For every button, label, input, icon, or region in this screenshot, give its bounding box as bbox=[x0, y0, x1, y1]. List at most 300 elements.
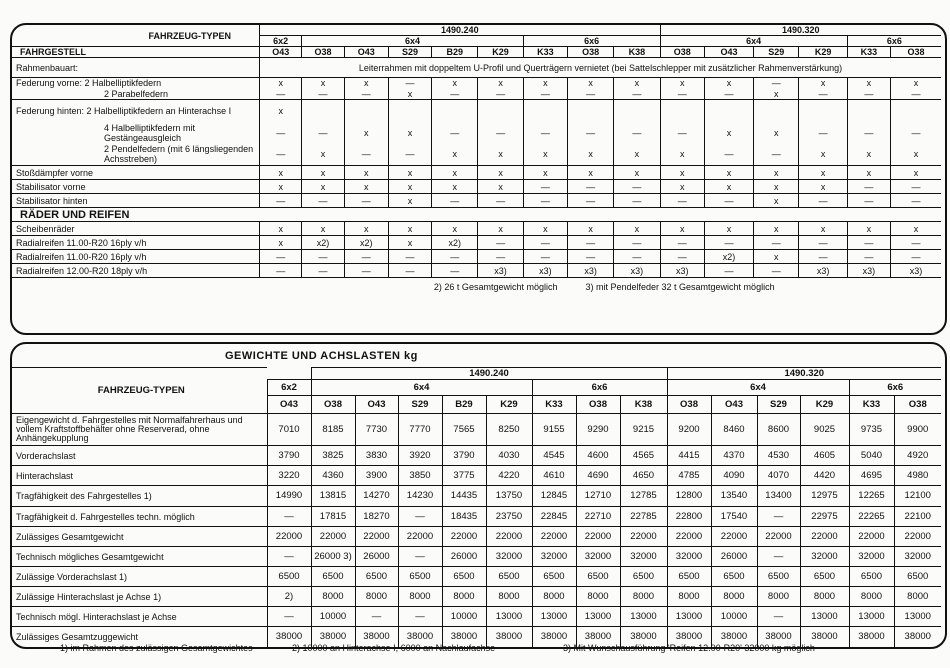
cell-value: 4605 bbox=[800, 446, 849, 466]
type: O38 bbox=[660, 47, 704, 58]
cell-value: x bbox=[847, 144, 890, 166]
cell-value: 6500 bbox=[486, 567, 532, 587]
cell-value: x bbox=[614, 166, 660, 180]
type: O43 bbox=[267, 396, 311, 414]
cell-value: 12800 bbox=[667, 486, 711, 507]
cell-value: 13000 bbox=[849, 607, 894, 627]
cell-value: 38000 bbox=[442, 627, 486, 647]
cell-value bbox=[432, 100, 478, 122]
cell-value: 8000 bbox=[442, 587, 486, 607]
footnote-1: 1) im Rahmen des zulässigen Gesamtgewichtes bbox=[60, 643, 253, 653]
table-row bbox=[12, 78, 941, 89]
cell-value: x2) bbox=[704, 250, 753, 264]
cell-value: 3825 bbox=[311, 446, 355, 466]
cell-value: — bbox=[388, 144, 431, 166]
cell-value: — bbox=[260, 122, 302, 144]
model-a: 1490.240 bbox=[311, 368, 667, 380]
row-label: Tragfähigkeit d. Fahrgestelles techn. möglich bbox=[12, 507, 267, 527]
cell-value: x bbox=[704, 180, 753, 194]
cell-value: 6500 bbox=[849, 567, 894, 587]
cell-value: — bbox=[344, 250, 388, 264]
cell-value: x bbox=[567, 166, 613, 180]
row-label: 4 Halbelliptikfedern mit Gestängeausgleich bbox=[104, 122, 196, 143]
cell-value: x bbox=[302, 166, 344, 180]
cell-value: 3775 bbox=[442, 466, 486, 486]
type: K38 bbox=[614, 47, 660, 58]
cell-value: — bbox=[523, 180, 567, 194]
model-b: 1490.320 bbox=[660, 25, 941, 36]
cell-value: — bbox=[704, 89, 753, 100]
cell-value: 32000 bbox=[800, 547, 849, 567]
cell-value: x bbox=[388, 222, 431, 236]
cell-value: — bbox=[754, 264, 799, 278]
cell-value: 13000 bbox=[800, 607, 849, 627]
type: S29 bbox=[757, 396, 800, 414]
cell-value: 14230 bbox=[398, 486, 442, 507]
cell-value: x bbox=[754, 122, 799, 144]
type: O38 bbox=[891, 47, 942, 58]
cell-value: — bbox=[891, 236, 942, 250]
cell-value: — bbox=[344, 264, 388, 278]
cell-value: x bbox=[344, 222, 388, 236]
cell-value: 4360 bbox=[311, 466, 355, 486]
cell-value: x bbox=[754, 194, 799, 208]
cell-value: 13000 bbox=[620, 607, 667, 627]
table-row bbox=[12, 527, 941, 547]
cell-value: — bbox=[432, 122, 478, 144]
cell-value: 17815 bbox=[311, 507, 355, 527]
cell-value: 4545 bbox=[532, 446, 576, 466]
cell-value: 13000 bbox=[486, 607, 532, 627]
cell-value: x bbox=[704, 78, 753, 89]
cell-value: x3) bbox=[891, 264, 942, 278]
cell-value: 32000 bbox=[667, 547, 711, 567]
cell-value: 22000 bbox=[620, 527, 667, 547]
type: O43 bbox=[704, 47, 753, 58]
cell-value bbox=[388, 100, 431, 122]
cell-value: 4420 bbox=[800, 466, 849, 486]
cell-value: x bbox=[704, 122, 753, 144]
type: O38 bbox=[667, 396, 711, 414]
cell-value: 6500 bbox=[894, 567, 941, 587]
type: K29 bbox=[800, 396, 849, 414]
cell-value: x3) bbox=[660, 264, 704, 278]
cell-value: — bbox=[847, 180, 890, 194]
cell-value: 12785 bbox=[620, 486, 667, 507]
cell-value: x bbox=[260, 180, 302, 194]
cell-value: — bbox=[432, 194, 478, 208]
cell-value: x bbox=[614, 222, 660, 236]
cell-value: 8460 bbox=[711, 414, 757, 446]
cell-value: — bbox=[660, 89, 704, 100]
cell-value: — bbox=[704, 264, 753, 278]
cell-value: 13000 bbox=[894, 607, 941, 627]
cell-value bbox=[567, 100, 613, 122]
cell-value: 4030 bbox=[486, 446, 532, 466]
cell-value: — bbox=[344, 194, 388, 208]
cell-value: x bbox=[847, 166, 890, 180]
cell-value: x bbox=[432, 144, 478, 166]
cell-value: 13400 bbox=[757, 486, 800, 507]
cell-value: x bbox=[704, 222, 753, 236]
cell-value: x bbox=[754, 166, 799, 180]
cell-value: — bbox=[267, 547, 311, 567]
table-row bbox=[12, 236, 941, 250]
cell-value: — bbox=[398, 607, 442, 627]
cell-value: — bbox=[388, 250, 431, 264]
cell-value: 22975 bbox=[800, 507, 849, 527]
cell-value: 9200 bbox=[667, 414, 711, 446]
cell-value: 38000 bbox=[398, 627, 442, 647]
cell-value: — bbox=[260, 250, 302, 264]
rahmenbauart-text: Leiterrahmen mit doppeltem U-Profil und Querträgern vernietet (bei Sattelschlepper mit zusätzlicher Rahmenverstärkung) bbox=[260, 58, 941, 78]
cell-value: — bbox=[614, 89, 660, 100]
cell-value: 38000 bbox=[311, 627, 355, 647]
cell-value: — bbox=[344, 144, 388, 166]
table-row bbox=[12, 166, 941, 180]
cell-value: x bbox=[260, 78, 302, 89]
cell-value: 3790 bbox=[267, 446, 311, 466]
row-label: Technisch mögl. Hinterachslast je Achse bbox=[12, 607, 267, 627]
type: S29 bbox=[388, 47, 431, 58]
group: 6x4 bbox=[667, 380, 849, 396]
cell-value: — bbox=[567, 236, 613, 250]
table-row bbox=[12, 180, 941, 194]
cell-value: 22000 bbox=[267, 527, 311, 547]
group: 6x2 bbox=[267, 380, 311, 396]
cell-value: 8000 bbox=[620, 587, 667, 607]
cell-value: 5040 bbox=[849, 446, 894, 466]
row-label: Radialreifen 12.00-R20 18ply v/h bbox=[12, 264, 260, 278]
cell-value: 22800 bbox=[667, 507, 711, 527]
cell-value: x bbox=[344, 78, 388, 89]
group: 6x6 bbox=[532, 380, 667, 396]
cell-value: — bbox=[660, 122, 704, 144]
cell-value: 8000 bbox=[398, 587, 442, 607]
cell-value: x2) bbox=[432, 236, 478, 250]
cell-value: x bbox=[847, 222, 890, 236]
cell-value: x bbox=[478, 78, 523, 89]
cell-value bbox=[344, 100, 388, 122]
cell-value: 6500 bbox=[311, 567, 355, 587]
cell-value: 4695 bbox=[849, 466, 894, 486]
cell-value: x bbox=[388, 89, 431, 100]
type: O38 bbox=[302, 47, 344, 58]
cell-value: x bbox=[432, 166, 478, 180]
cell-value bbox=[523, 100, 567, 122]
cell-value: 8600 bbox=[757, 414, 800, 446]
cell-value: 12100 bbox=[894, 486, 941, 507]
cell-value: x bbox=[344, 166, 388, 180]
cell-value: — bbox=[754, 236, 799, 250]
cell-value: — bbox=[260, 144, 302, 166]
group: 6x6 bbox=[849, 380, 941, 396]
cell-value: 4370 bbox=[711, 446, 757, 466]
cell-value: x bbox=[344, 180, 388, 194]
cell-value: 22000 bbox=[849, 527, 894, 547]
cell-value: x bbox=[344, 122, 388, 144]
cell-value: 22000 bbox=[355, 527, 398, 547]
cell-value: x bbox=[260, 222, 302, 236]
table-row bbox=[12, 567, 941, 587]
cell-value: 38000 bbox=[894, 627, 941, 647]
cell-value: — bbox=[614, 194, 660, 208]
cell-value: 4070 bbox=[757, 466, 800, 486]
table-row bbox=[12, 144, 941, 166]
cell-value: x bbox=[388, 194, 431, 208]
type: K38 bbox=[620, 396, 667, 414]
table-row bbox=[12, 547, 941, 567]
type: O38 bbox=[311, 396, 355, 414]
cell-value: x bbox=[302, 222, 344, 236]
cell-value: x bbox=[847, 78, 890, 89]
cell-value: 8000 bbox=[894, 587, 941, 607]
cell-value: 6500 bbox=[355, 567, 398, 587]
type: O43 bbox=[344, 47, 388, 58]
cell-value: — bbox=[302, 89, 344, 100]
cell-value: x3) bbox=[799, 264, 847, 278]
cell-value: x bbox=[478, 180, 523, 194]
cell-value: x bbox=[388, 122, 431, 144]
model-a: 1490.240 bbox=[260, 25, 661, 36]
cell-value: — bbox=[891, 250, 942, 264]
cell-value: x bbox=[799, 166, 847, 180]
cell-value: 9155 bbox=[532, 414, 576, 446]
cell-value: — bbox=[799, 236, 847, 250]
cell-value: 2) bbox=[267, 587, 311, 607]
cell-value: x bbox=[754, 250, 799, 264]
rahmenbauart-label: Rahmenbauart: bbox=[12, 58, 260, 78]
cell-value: 7730 bbox=[355, 414, 398, 446]
cell-value bbox=[754, 100, 799, 122]
cell-value: 3220 bbox=[267, 466, 311, 486]
cell-value: 8000 bbox=[757, 587, 800, 607]
cell-value: x bbox=[799, 144, 847, 166]
cell-value: x bbox=[523, 222, 567, 236]
row-label: Eigengewicht d. Fahrgestelles mit Normalfahrerhaus und vollem Kraftstoffbehälter ohne Reserverad, ohne Anhängekupplung bbox=[12, 414, 267, 446]
cell-value bbox=[891, 100, 942, 122]
cell-value bbox=[614, 100, 660, 122]
cell-value: — bbox=[260, 194, 302, 208]
cell-value: x3) bbox=[523, 264, 567, 278]
cell-value: — bbox=[799, 250, 847, 264]
cell-value: 9215 bbox=[620, 414, 667, 446]
cell-value: 22710 bbox=[576, 507, 620, 527]
cell-value bbox=[704, 100, 753, 122]
cell-value: — bbox=[614, 180, 660, 194]
cell-value: x bbox=[260, 100, 302, 122]
cell-value: 32000 bbox=[486, 547, 532, 567]
cell-value: 12975 bbox=[800, 486, 849, 507]
footnote-3: 3) Mit Wunschausführung 'Reifen 12.00-R20' 32000 kg möglich bbox=[563, 643, 815, 653]
cell-value: x bbox=[302, 78, 344, 89]
cell-value: — bbox=[398, 507, 442, 527]
cell-value: 6500 bbox=[757, 567, 800, 587]
cell-value bbox=[478, 100, 523, 122]
cell-value: — bbox=[260, 89, 302, 100]
row-label: Zulässiges Gesamtgewicht bbox=[12, 527, 267, 547]
type: O43 bbox=[711, 396, 757, 414]
cell-value: — bbox=[432, 264, 478, 278]
group: 6x4 bbox=[302, 36, 523, 47]
cell-value: 4565 bbox=[620, 446, 667, 466]
cell-value: 4920 bbox=[894, 446, 941, 466]
table-row bbox=[12, 89, 941, 100]
cell-value: x bbox=[704, 166, 753, 180]
cell-value: 3900 bbox=[355, 466, 398, 486]
cell-value bbox=[799, 100, 847, 122]
cell-value: — bbox=[660, 250, 704, 264]
cell-value: — bbox=[757, 607, 800, 627]
cell-value: — bbox=[847, 250, 890, 264]
cell-value: 32000 bbox=[849, 547, 894, 567]
cell-value: 6500 bbox=[398, 567, 442, 587]
cell-value: 22000 bbox=[711, 527, 757, 547]
table-row bbox=[12, 486, 941, 507]
cell-value: 13750 bbox=[486, 486, 532, 507]
cell-value: x bbox=[660, 180, 704, 194]
cell-value: x bbox=[660, 222, 704, 236]
table-row bbox=[12, 607, 941, 627]
cell-value: x bbox=[302, 180, 344, 194]
cell-value: 14990 bbox=[267, 486, 311, 507]
model-b: 1490.320 bbox=[667, 368, 941, 380]
cell-value: 8000 bbox=[355, 587, 398, 607]
cell-value: x bbox=[567, 222, 613, 236]
cell-value: — bbox=[302, 194, 344, 208]
cell-value: — bbox=[754, 144, 799, 166]
cell-value: x bbox=[567, 78, 613, 89]
cell-value: — bbox=[478, 236, 523, 250]
cell-value: 13000 bbox=[667, 607, 711, 627]
cell-value: — bbox=[523, 122, 567, 144]
cell-value: x bbox=[660, 78, 704, 89]
type: O43 bbox=[355, 396, 398, 414]
section-raeder: RÄDER UND REIFEN bbox=[12, 208, 260, 222]
cell-value: x bbox=[614, 144, 660, 166]
cell-value: x3) bbox=[614, 264, 660, 278]
cell-value: — bbox=[398, 547, 442, 567]
cell-value: — bbox=[567, 180, 613, 194]
row-label: Hinterachslast bbox=[12, 466, 267, 486]
cell-value: 4220 bbox=[486, 466, 532, 486]
cell-value: 22000 bbox=[442, 527, 486, 547]
cell-value: — bbox=[757, 547, 800, 567]
cell-value: — bbox=[567, 194, 613, 208]
cell-value: 7010 bbox=[267, 414, 311, 446]
cell-value: 26000 bbox=[711, 547, 757, 567]
cell-value: 38000 bbox=[576, 627, 620, 647]
cell-value: 6500 bbox=[711, 567, 757, 587]
cell-value: 3920 bbox=[398, 446, 442, 466]
cell-value: — bbox=[799, 89, 847, 100]
cell-value: x2) bbox=[344, 236, 388, 250]
row-label: 2 Pendelfedern (mit 6 längsliegenden Achsstreben) bbox=[104, 144, 254, 165]
cell-value: x3) bbox=[847, 264, 890, 278]
row-label: Vorderachslast bbox=[12, 446, 267, 466]
table-row bbox=[12, 194, 941, 208]
cell-value: 8000 bbox=[849, 587, 894, 607]
group: 6x6 bbox=[523, 36, 660, 47]
cell-value: — bbox=[847, 236, 890, 250]
table-row bbox=[12, 466, 941, 486]
row-label: Technisch mögliches Gesamtgewicht bbox=[12, 547, 267, 567]
type: O38 bbox=[567, 47, 613, 58]
cell-value: 4785 bbox=[667, 466, 711, 486]
cell-value: — bbox=[302, 250, 344, 264]
cell-value: 8000 bbox=[311, 587, 355, 607]
row-label: Federung hinten: 2 Halbelliptikfedern an Hinterachse I bbox=[12, 100, 260, 122]
cell-value: 6500 bbox=[667, 567, 711, 587]
cell-value bbox=[847, 100, 890, 122]
cell-value: 38000 bbox=[757, 627, 800, 647]
cell-value: 8185 bbox=[311, 414, 355, 446]
row-label: Radialreifen 11.00-R20 16ply v/h bbox=[12, 236, 260, 250]
cell-value: 8250 bbox=[486, 414, 532, 446]
table-row bbox=[12, 264, 941, 278]
row-label: Stabilisator vorne bbox=[12, 180, 260, 194]
table-row bbox=[12, 414, 941, 446]
cell-value: — bbox=[847, 194, 890, 208]
cell-value: x bbox=[891, 222, 942, 236]
cell-value: — bbox=[302, 264, 344, 278]
type: K29 bbox=[478, 47, 523, 58]
type-header-2: FAHRZEUG-TYPEN bbox=[12, 368, 267, 414]
cell-value: — bbox=[660, 236, 704, 250]
cell-value: 8000 bbox=[667, 587, 711, 607]
cell-value: — bbox=[523, 194, 567, 208]
cell-value: 14270 bbox=[355, 486, 398, 507]
cell-value: — bbox=[614, 236, 660, 250]
cell-value: — bbox=[260, 264, 302, 278]
cell-value: 4610 bbox=[532, 466, 576, 486]
cell-value: — bbox=[847, 122, 890, 144]
cell-value: 22000 bbox=[800, 527, 849, 547]
cell-value: x bbox=[799, 222, 847, 236]
cell-value: 22845 bbox=[532, 507, 576, 527]
group: 6x2 bbox=[260, 36, 302, 47]
cell-value: 8000 bbox=[576, 587, 620, 607]
cell-value: 8000 bbox=[532, 587, 576, 607]
cell-value: 10000 bbox=[311, 607, 355, 627]
table-row bbox=[12, 507, 941, 527]
cell-value: — bbox=[267, 507, 311, 527]
cell-value: x bbox=[478, 222, 523, 236]
cell-value: 22000 bbox=[311, 527, 355, 547]
cell-value: 4980 bbox=[894, 466, 941, 486]
cell-value: 8000 bbox=[486, 587, 532, 607]
type: S29 bbox=[398, 396, 442, 414]
row-label: Radialreifen 11.00-R20 16ply v/h bbox=[12, 250, 260, 264]
cell-value: — bbox=[344, 89, 388, 100]
cell-value: x bbox=[891, 78, 942, 89]
row-label: Tragfähigkeit des Fahrgestelles 1) bbox=[12, 486, 267, 507]
type: B29 bbox=[442, 396, 486, 414]
cell-value: 38000 bbox=[355, 627, 398, 647]
cell-value: x bbox=[478, 166, 523, 180]
cell-value: 7770 bbox=[398, 414, 442, 446]
cell-value: 10000 bbox=[442, 607, 486, 627]
cell-value: x3) bbox=[478, 264, 523, 278]
row-label: Scheibenräder bbox=[12, 222, 260, 236]
group: 6x4 bbox=[311, 380, 532, 396]
row-label: Zulässige Vorderachslast 1) bbox=[12, 567, 267, 587]
cell-value: 32000 bbox=[576, 547, 620, 567]
type: O38 bbox=[894, 396, 941, 414]
cell-value: x bbox=[432, 78, 478, 89]
cell-value: — bbox=[757, 507, 800, 527]
cell-value: x bbox=[891, 166, 942, 180]
